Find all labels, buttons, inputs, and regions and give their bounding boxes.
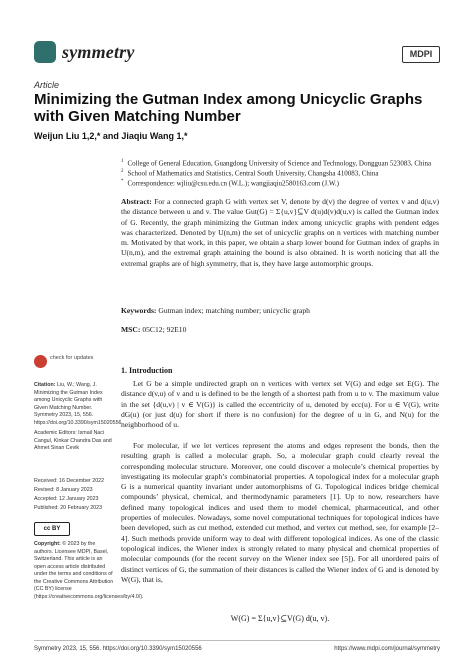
received-date: Received: 16 December 2022 bbox=[34, 478, 105, 484]
cc-license-icon[interactable]: cc BY bbox=[34, 522, 70, 536]
citation: Citation: Liu, W.; Wang, J. Minimizing the Gutman Index among Unicyclic Graphs with Given Matching Number. Symmetry 2023, 15, 556. https://doi.org/10.3390/sym15020556 bbox=[34, 382, 122, 426]
journal-name: symmetry bbox=[62, 42, 135, 62]
intro-paragraph-2: For molecular, if we let vertices represent the atoms and edges represent the bonds, then the resulting graph is called a molecular graph. So, a molecular graph could clearly reveal the corresponding molecular structure. Moreover, one could discover a molecule’s chemical properties by investigating its molecular graph’s combinatorial properties. A topological index for a molecular graph G is a numerical quantity invariant under automorphisms of G. Topological indices bridge chemical compounds’ physical, chemical, and thermodynamic parameters [1]. Up to now, researchers have defined many topological indices and used them to model chemical, pharmaceutical, and other properties of molecules. Nowadays, some novel computational techniques for topological indices have been developed, such as cut method, extended cut method, and vertex cut method, see, for example [2–4]. Such methods provide uniform way to deal with different topological indices. As one of the classic topological indices, the Wiener index is strongly related to many physical and chemical properties of molecular compounds (for the recent survey on the Wiener index see [5]). For all unordered pairs of distinct vertices of G, the summation of their distances is called the Wiener index of G and is denoted by W(G), that is, bbox=[121, 441, 439, 584]
paper-title: Minimizing the Gutman Index among Unicyclic Graphs with Given Matching Number bbox=[34, 91, 423, 125]
article-type: Article bbox=[34, 80, 60, 90]
author-list: Weijun Liu 1,2,* and Jiaqiu Wang 1,* bbox=[34, 131, 188, 141]
msc-codes: MSC: 05C12; 92E10 bbox=[121, 325, 187, 334]
affiliation-1: $^1$ College of General Education, Guangdong University of Science and Technology, Dongguan 523083, China bbox=[121, 159, 432, 168]
keywords: Keywords: Gutman index; matching number; unicyclic graph bbox=[121, 306, 310, 315]
check-updates-label[interactable]: check for updates bbox=[50, 355, 94, 361]
footer-divider bbox=[34, 640, 440, 641]
copyright-notice: Copyright: © 2023 by the authors. Licensee MDPI, Basel, Switzerland. This article is an open access article distributed under the terms and conditions of the Creative Commons Attribution (CC BY) license (https://creativecommons.org/licenses/by/4.0/). bbox=[34, 541, 144, 600]
revised-date: Revised: 8 January 2023 bbox=[34, 487, 93, 493]
publisher-logo: MDPI bbox=[402, 46, 440, 63]
abstract: Abstract: For a connected graph G with vertex set V, denote by d(v) the degree of vertex v and d(u,v) the distance between u and v. The value Gut(G) = Σ{u,v}⊆V d(u)d(v)d(u,v) is called the Gutman index of G. Recently, the graph minimizing the Gutman index among unicyclic graphs with pendent edges was characterized. Denoted by U(n,m) the set of unicyclic graphs on n vertices with matching number m. Motivated by that work, in this paper, we obtain a sharp lower bound for Gutman index of graphs in U(n,m), and the extremal graph attaining the bound is also obtained. It is worth noticing that all the extremal graphs are of high symmetry, that is, they have large automorphic groups. bbox=[121, 197, 439, 268]
accepted-date: Accepted: 12 January 2023 bbox=[34, 496, 99, 502]
affiliation-2: $^2$ School of Mathematics and Statistics, Central South University, Changsha 410083, China bbox=[121, 169, 379, 178]
section-heading: 1. Introduction bbox=[121, 366, 173, 375]
footer-journal-link[interactable]: https://www.mdpi.com/journal/symmetry bbox=[334, 646, 440, 652]
academic-editors: Academic Editors: Ismail Naci Cangul, Kinkar Chandra Das and Ahmet Sinan Cevik bbox=[34, 430, 112, 451]
wiener-equation: W(G) = Σ{u,v}⊆V(G) d(u, v). bbox=[230, 614, 330, 623]
footer-citation: Symmetry 2023, 15, 556. https://doi.org/10.3390/sym15020556 bbox=[34, 646, 202, 652]
intro-paragraph-1: Let G be a simple undirected graph on n vertices with vertex set V(G) and edge set E(G). The distance d(v,u) of v and u is defined to be the length of a shortest path from u to v. The maximum value in the set {d(u,v) | v ∈ V(G)} is called the eccentricity of u, denoted by ecc(u). For u ∈ V(G), write dG(u) (or just d(u) for short if there is no confusion) for the degree of u in G, and N(u) for the neighborhood of u. bbox=[121, 379, 439, 430]
check-updates-icon[interactable] bbox=[34, 355, 47, 368]
correspondence: * Correspondence: wjliu@csu.edu.cn (W.L.); wangjiaqiu2580163.com (J.W.) bbox=[121, 179, 339, 188]
journal-logo-icon bbox=[34, 41, 56, 63]
published-date: Published: 20 February 2023 bbox=[34, 505, 103, 511]
